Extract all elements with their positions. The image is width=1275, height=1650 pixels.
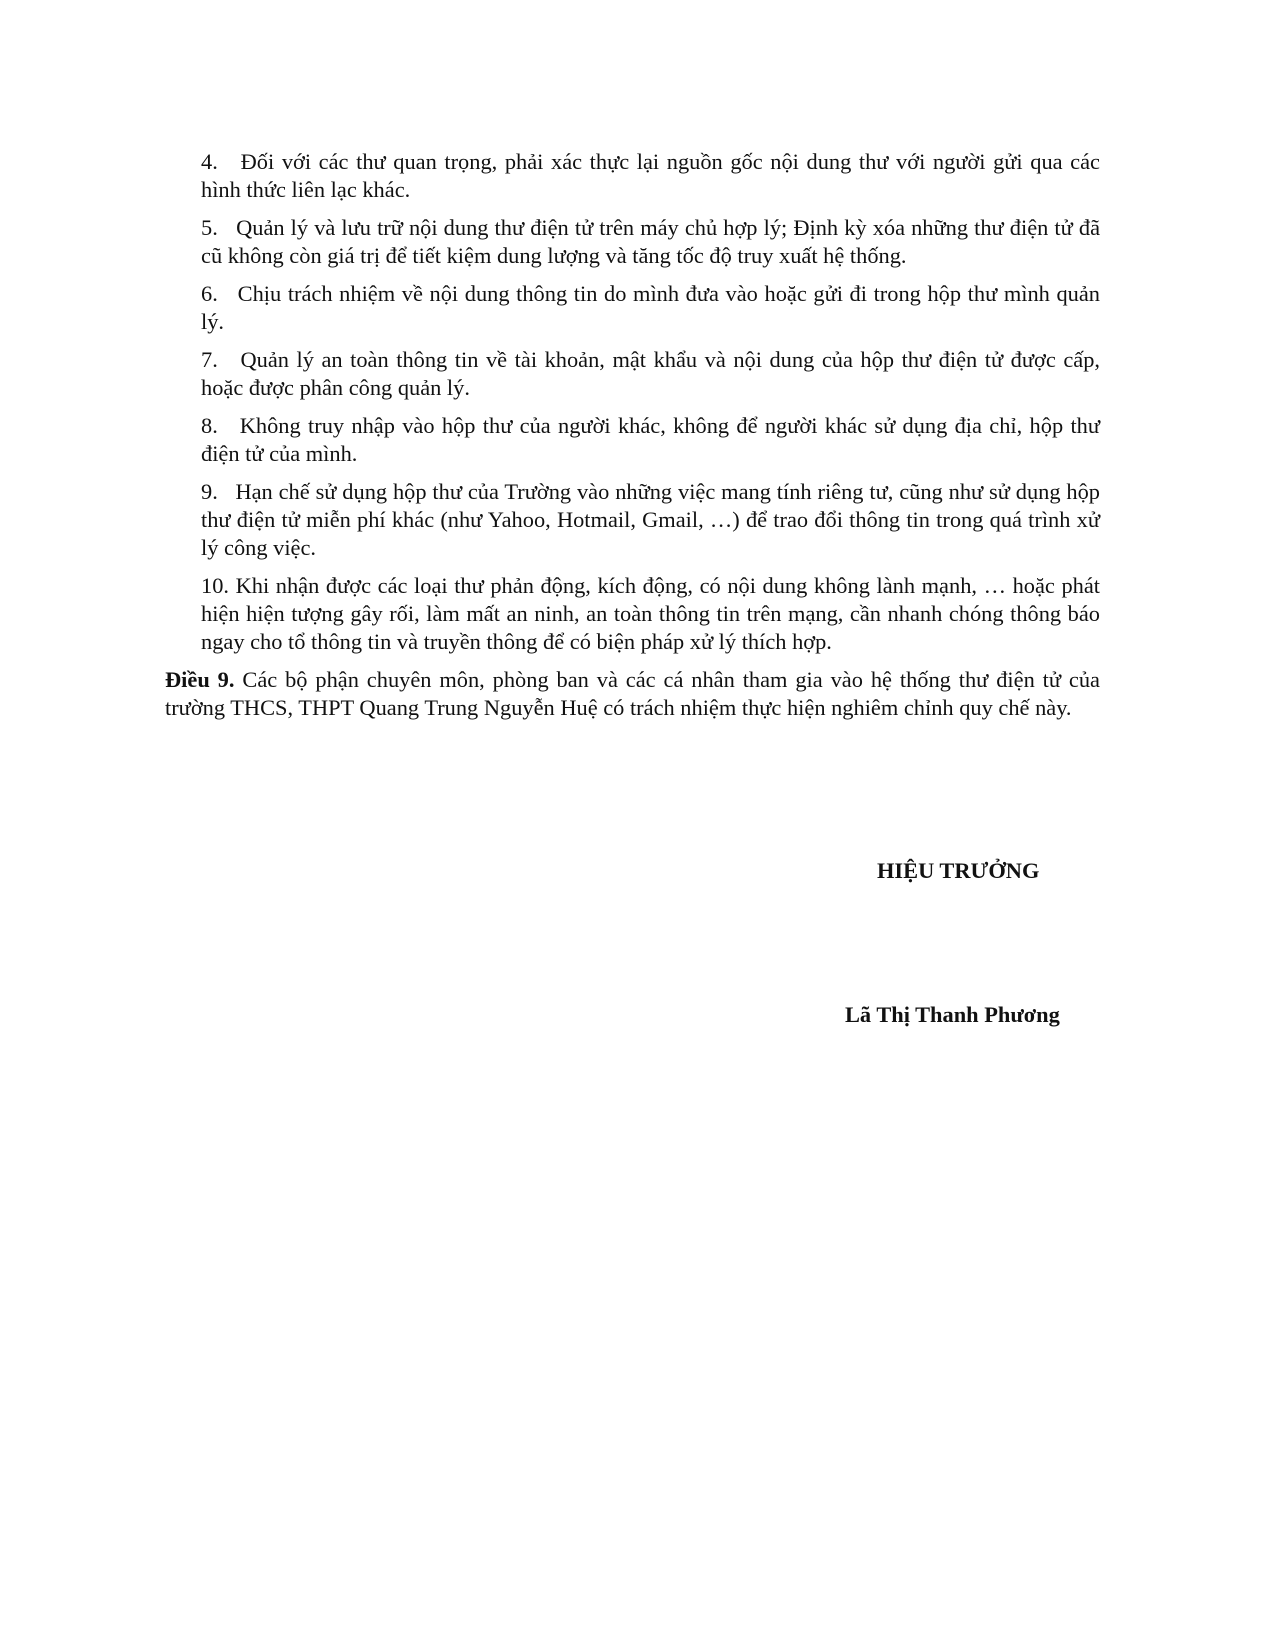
item-text: Hạn chế sử dụng hộp thư của Trường vào những việc mang tính riêng tư, cũng như sử dụng hộp thư điện tử miễn phí khác (như Yahoo, Hotmail, Gmail, …) để trao đổi thông tin trong quá trình xử lý công việc. xyxy=(201,479,1100,560)
item-text: Không truy nhập vào hộp thư của người khác, không để người khác sử dụng địa chỉ, hộp thư điện tử của mình. xyxy=(201,413,1101,466)
item-number: 7. xyxy=(201,347,218,372)
item-number: 5. xyxy=(201,215,218,240)
list-item xyxy=(165,148,1100,204)
item-number: 9. xyxy=(201,479,218,504)
list-item xyxy=(165,412,1100,468)
article-heading: Điều 9. xyxy=(165,667,235,692)
article-9 xyxy=(165,666,1100,722)
article-text: Các bộ phận chuyên môn, phòng ban và các cá nhân tham gia vào hệ thống thư điện tử của trường THCS, THPT Quang Trung Nguyễn Huệ có trách nhiệm thực hiện nghiêm chỉnh quy chế này. xyxy=(165,667,1100,720)
signature-title: HIỆU TRƯỞNG xyxy=(877,858,1040,883)
item-text: Chịu trách nhiệm về nội dung thông tin do mình đưa vào hoặc gửi đi trong hộp thư mình quản lý. xyxy=(201,281,1101,334)
item-number: 4. xyxy=(201,149,218,174)
document-body xyxy=(165,148,1100,722)
list-item xyxy=(165,572,1100,656)
item-text: Quản lý và lưu trữ nội dung thư điện tử trên máy chủ hợp lý; Định kỳ xóa những thư điện tử đã cũ không còn giá trị để tiết kiệm dung lượng và tăng tốc độ truy xuất hệ thống. xyxy=(201,215,1101,268)
list-item xyxy=(165,346,1100,402)
list-item xyxy=(165,214,1100,270)
item-number: 10. xyxy=(201,573,229,598)
list-item xyxy=(165,280,1100,336)
item-number: 8. xyxy=(201,413,218,438)
list-item xyxy=(165,478,1100,562)
item-text: Đối với các thư quan trọng, phải xác thực lại nguồn gốc nội dung thư với người gửi qua các hình thức liên lạc khác. xyxy=(201,149,1101,202)
signature-name: Lã Thị Thanh Phương xyxy=(845,1002,1060,1027)
item-number: 6. xyxy=(201,281,218,306)
item-text: Quản lý an toàn thông tin về tài khoản, mật khẩu và nội dung của hộp thư điện tử được cấp, hoặc được phân công quản lý. xyxy=(201,347,1100,400)
item-text: Khi nhận được các loại thư phản động, kích động, có nội dung không lành mạnh, … hoặc phát hiện hiện tượng gây rối, làm mất an ninh, an toàn thông tin trên mạng, cần nhanh chóng thông báo ngay cho tổ thông tin và truyền thông để có biện pháp xử lý thích hợp. xyxy=(201,573,1100,654)
